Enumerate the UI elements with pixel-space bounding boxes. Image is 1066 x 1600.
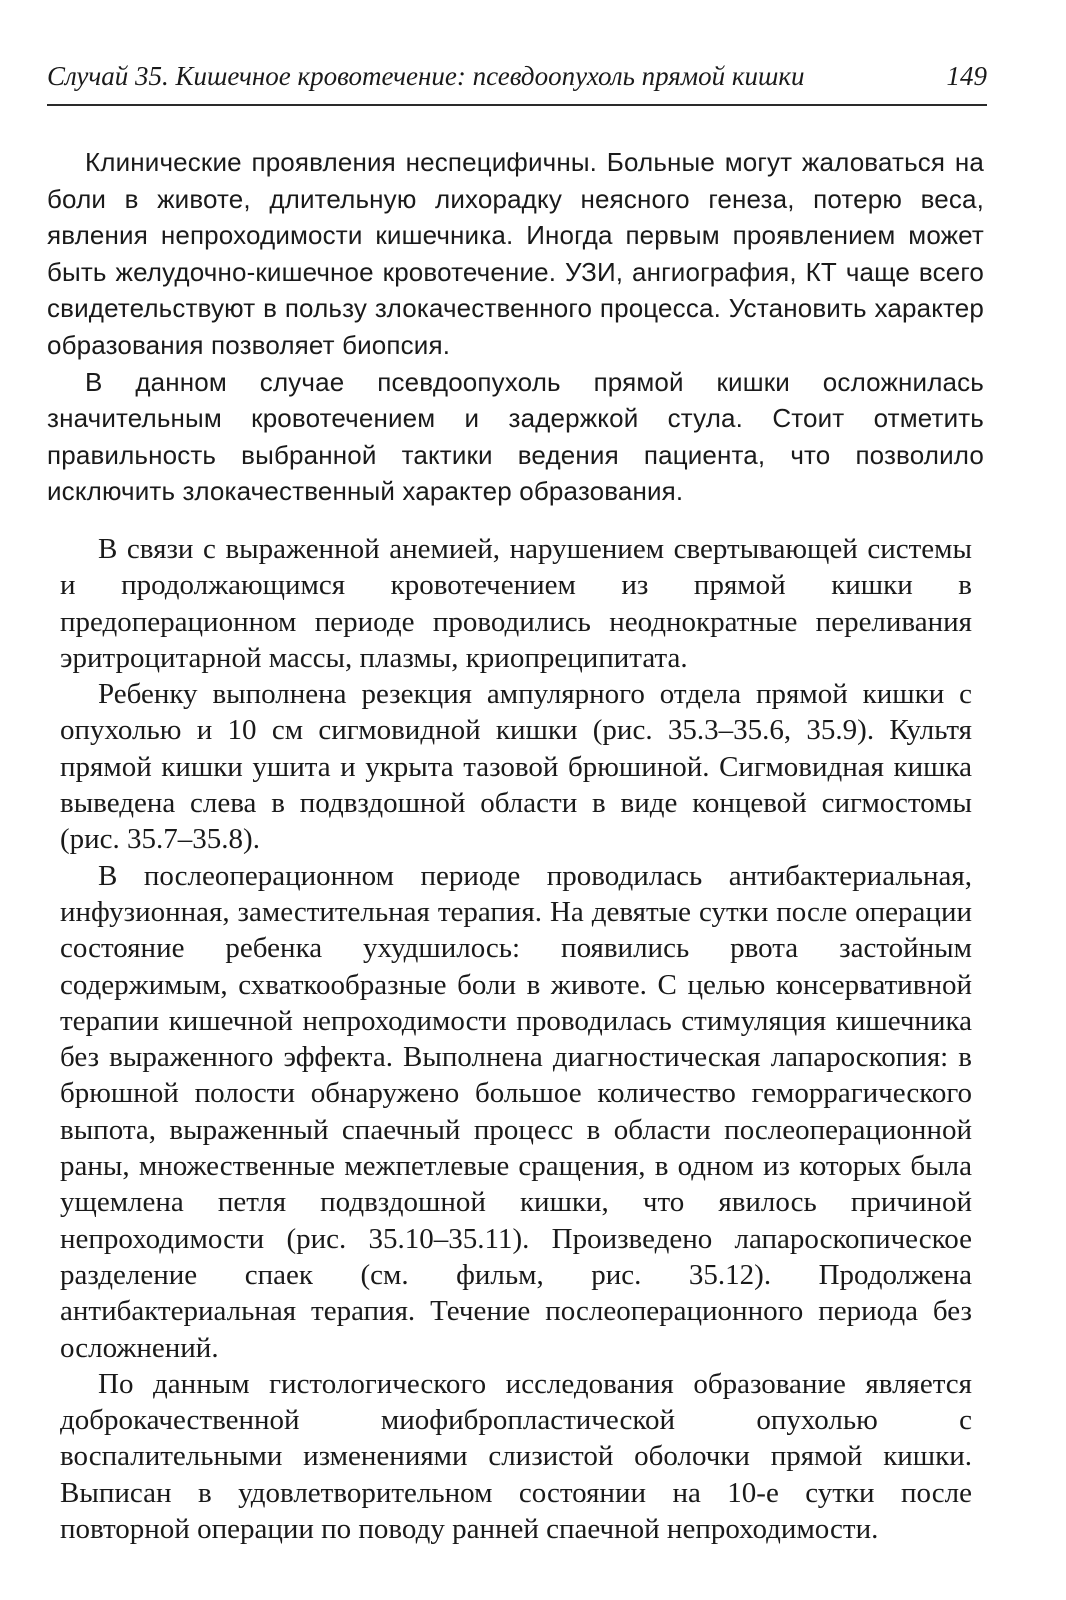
page-number: 149 bbox=[946, 61, 987, 91]
paragraph-clinical-manifestations: Клинические проявления неспецифичны. Больные могут жаловаться на боли в животе, длительную лихорадку неясного генеза, потерю веса, явления непроходимости кишечника. Иногда первым проявлением может быть желудочно-кишечное кровотечение. УЗИ, ангиография, КТ чаще всего свидетельствуют в пользу злокачественного процесса. Установить характер образования позволяет биопсия. bbox=[47, 147, 984, 360]
running-header bbox=[47, 58, 987, 98]
paragraph-resection: Ребенку выполнена резекция ампулярного отдела прямой кишки с опухолью и 10 см сигмовидной кишки (рис. 35.3–35.6, 35.9). Культя прямой кишки ушита и укрыта тазовой брюшиной. Сигмовидная кишка выведена слева в подвздошной области в виде концевой сигмостомы (рис. 35.7–35.8). bbox=[60, 678, 972, 856]
paragraph-case-remark: В данном случае псевдоопухоль прямой кишки осложнилась значительным кровотечением и задержкой стула. Стоит отметить правильность выбранной тактики ведения пациента, что позволило исключить злокачественный характер образования. bbox=[47, 366, 984, 507]
paragraph-histology: По данным гистологического исследования образование является доброкачественной миофибропластической опухолью с воспалительными изменениями слизистой оболочки прямой кишки. Выписан в удовлетворительном состоянии на 10-е сутки после повторной операции по поводу ранней спаечной непроходимости. bbox=[60, 1367, 972, 1546]
paragraph-preoperative: В связи с выраженной анемией, нарушением свертывающей системы и продолжающимся кровотечением из прямой кишки в предоперационном периоде проводились неоднократные переливания эритроцитарной массы, плазмы, криопреципитата. bbox=[60, 533, 972, 674]
header-rule bbox=[47, 104, 987, 106]
paragraph-postoperative: В послеоперационном периоде проводилась антибактериальная, инфузионная, заместительная терапия. На девятые сутки после операции состояние ребенка ухудшилось: появились рвота застойным содержимым, схваткообразные боли в животе. С целью консервативной терапии кишечной непроходимости проводилась стимуляция кишечника без выраженного эффекта. Выполнена диагностическая лапароскопия: в брюшной полости обнаружено большое количество геморрагического выпота, выраженный спаечный процесс в области послеоперационной раны, множественные межпетлевые сращения, в одном из которых была ущемлена петля подвздошной кишки, что явилось причиной непроходимости (рис. 35.10–35.11). Произведено лапароскопическое разделение спаек (см. фильм, рис. 35.12). Продолжена антибактериальная терапия. Течение послеоперационного периода без осложнений. bbox=[60, 859, 972, 1364]
case-block bbox=[60, 531, 972, 1547]
running-title: Случай 35. Кишечное кровотечение: псевдоопухоль прямой кишки bbox=[47, 61, 805, 91]
summary-block bbox=[47, 144, 984, 510]
